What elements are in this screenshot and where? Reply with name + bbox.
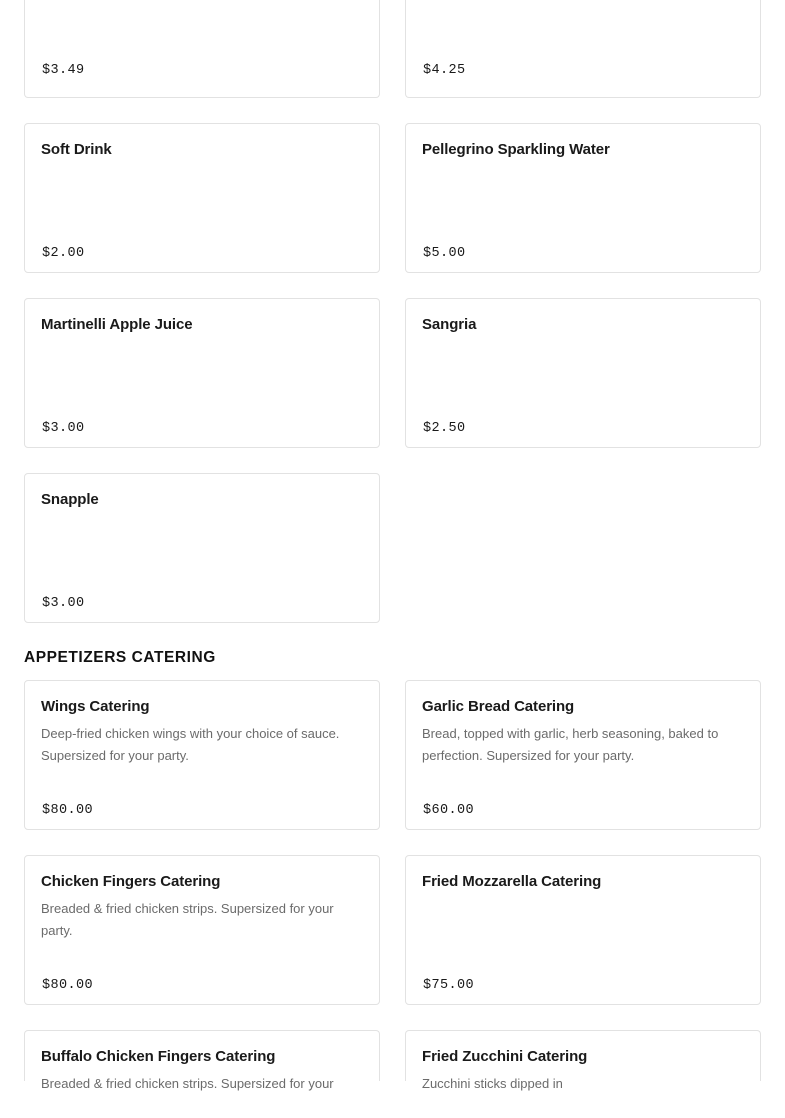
menu-item-card-fried-zucchini-catering[interactable] xyxy=(405,1030,761,1091)
menu-item-card[interactable] xyxy=(24,0,380,98)
item-title: Fried Zucchini Catering xyxy=(422,1048,588,1065)
item-description: Bread, topped with garlic, herb seasoning, baked to perfection. Supersized for your party. xyxy=(422,726,719,763)
item-description: Breaded & fried chicken strips. Supersized for your xyxy=(41,1076,334,1091)
item-description: Zucchini sticks dipped in xyxy=(422,1076,563,1091)
item-price: $75.00 xyxy=(423,978,475,993)
item-title: Soft Drink xyxy=(41,141,112,158)
item-description: Breaded & fried chicken strips. Supersized for your party. xyxy=(41,901,334,938)
item-title: Buffalo Chicken Fingers Catering xyxy=(41,1048,276,1065)
item-price: $2.00 xyxy=(42,246,85,261)
menu-item-card-garlic-bread-catering[interactable] xyxy=(405,680,761,830)
partial-top-row xyxy=(24,0,761,98)
appetizers-grid xyxy=(24,680,761,1005)
menu-item-card-martinelli-apple-juice[interactable] xyxy=(24,298,380,448)
item-title: Garlic Bread Catering xyxy=(422,698,575,715)
item-title: Sangria xyxy=(422,316,477,333)
item-price: $3.00 xyxy=(42,596,85,611)
item-price: $5.00 xyxy=(423,246,466,261)
grid-empty-cell xyxy=(405,473,761,623)
menu-item-card-pellegrino-sparkling-water[interactable] xyxy=(405,123,761,273)
menu-item-card-buffalo-chicken-fingers-catering[interactable] xyxy=(24,1030,380,1091)
item-description: Deep-fried chicken wings with your choice of sauce. Supersized for your party. xyxy=(41,726,340,763)
menu-item-card-wings-catering[interactable] xyxy=(24,680,380,830)
item-price: $80.00 xyxy=(42,803,94,818)
menu-item-card-chicken-fingers-catering[interactable] xyxy=(24,855,380,1005)
menu-item-card[interactable] xyxy=(405,0,761,98)
menu-item-card-snapple[interactable] xyxy=(24,473,380,623)
item-price: $3.49 xyxy=(42,63,85,78)
item-price: $4.25 xyxy=(423,63,466,78)
item-price: $60.00 xyxy=(423,803,475,818)
item-title: Fried Mozzarella Catering xyxy=(422,873,602,890)
drinks-grid xyxy=(24,123,761,623)
item-price: $80.00 xyxy=(42,978,94,993)
item-title: Snapple xyxy=(41,491,99,508)
item-title: Chicken Fingers Catering xyxy=(41,873,221,890)
section-heading-appetizers-catering: APPETIZERS CATERING xyxy=(24,649,216,666)
menu-item-card-soft-drink[interactable] xyxy=(24,123,380,273)
item-price: $3.00 xyxy=(42,421,85,436)
menu-item-card-fried-mozzarella-catering[interactable] xyxy=(405,855,761,1005)
item-price: $2.50 xyxy=(423,421,466,436)
menu-item-card-sangria[interactable] xyxy=(405,298,761,448)
item-title: Pellegrino Sparkling Water xyxy=(422,141,610,158)
item-title: Martinelli Apple Juice xyxy=(41,316,193,333)
item-title: Wings Catering xyxy=(41,698,150,715)
partial-bottom-row xyxy=(24,1030,761,1091)
